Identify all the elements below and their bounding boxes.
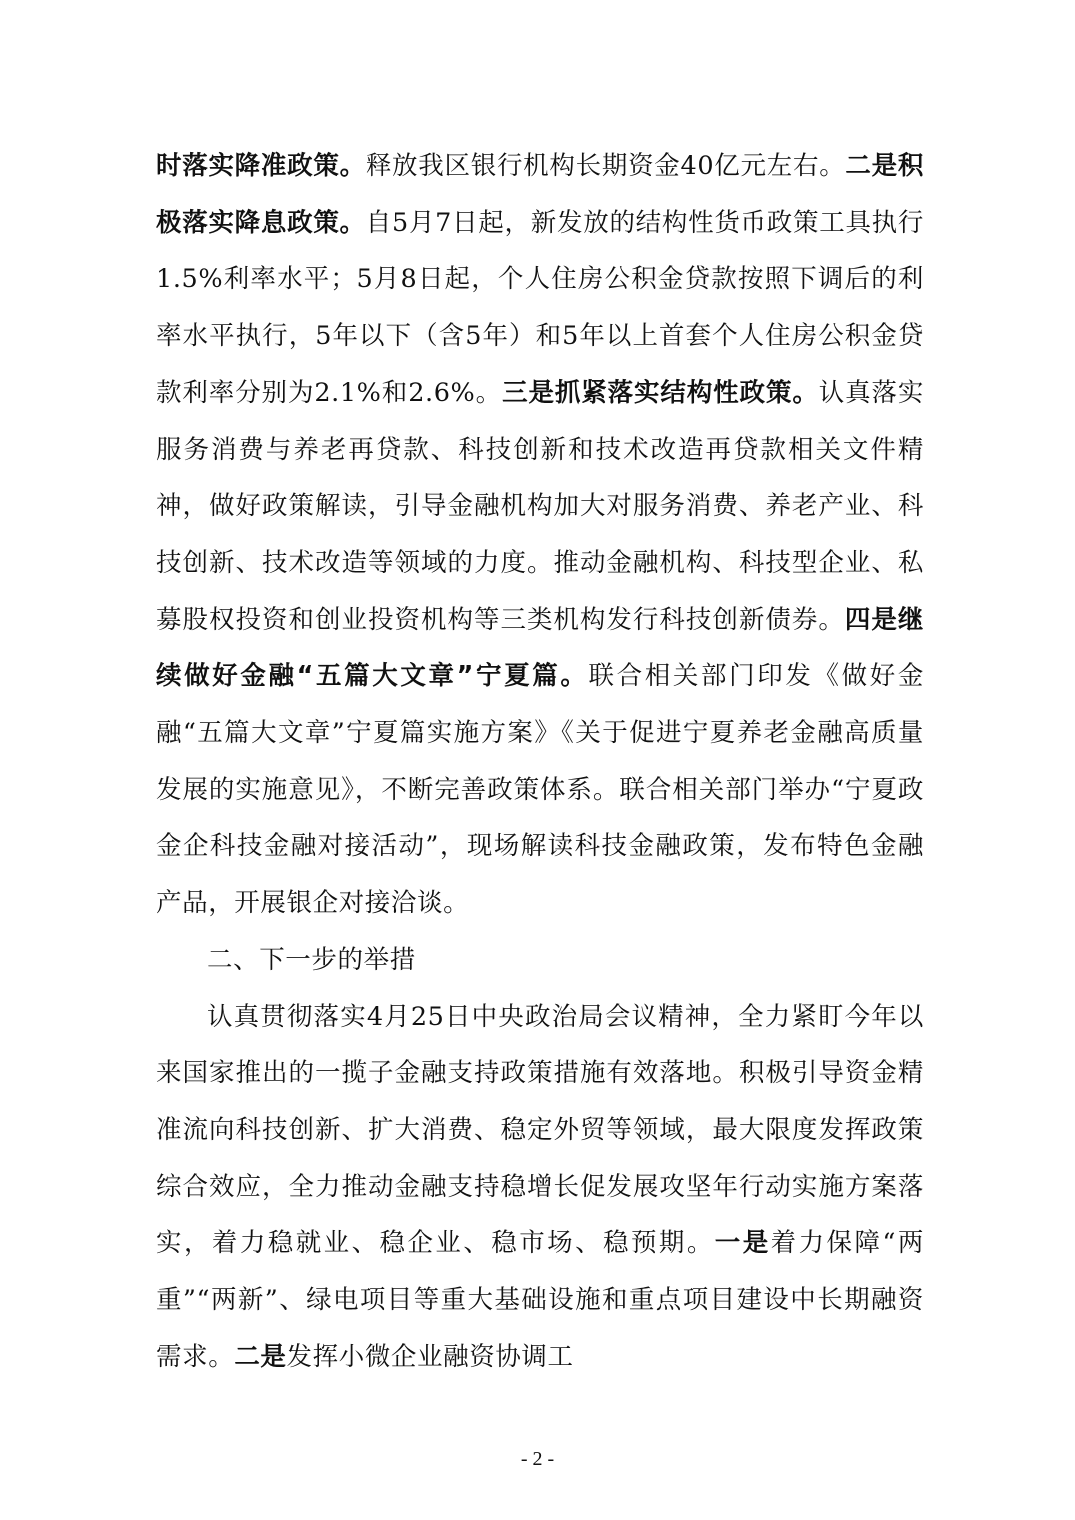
bold-phrase: 三是抓紧落实结构性政策。 bbox=[502, 377, 819, 408]
section-heading: 二、下一步的举措 bbox=[207, 944, 416, 975]
bold-phrase: 一是 bbox=[714, 1228, 771, 1259]
page-number: - 2 - bbox=[520, 1448, 555, 1470]
body-text: 认真贯彻落实4月25日中央政治局会议精神，全力紧盯今年以来国家推出的一揽子金融支持政策措施有效落地。积极引导资金精准流向科技创新、扩大消费、稳定外贸等领域，最大限度发挥政策综合效应，全力推动金融支持稳增长促发展攻坚年行动实施方案落实，着力稳就业、稳企业、稳市场、稳预期。 bbox=[156, 1001, 924, 1259]
paragraph-next-steps bbox=[156, 989, 924, 1386]
body-text: 认真落实服务消费与养老再贷款、科技创新和技术改造再贷款相关文件精神，做好政策解读，引导金融机构加大对服务消费、养老产业、科技创新、技术改造等领域的力度。推动金融机构、科技型企业、私募股权投资和创业投资机构等三类机构发行科技创新债券。 bbox=[156, 377, 925, 635]
document-body bbox=[156, 138, 924, 1385]
paragraph-policy-implementation bbox=[156, 138, 924, 932]
bold-phrase: 二是积极落实降息政策。 bbox=[156, 151, 924, 238]
bold-phrase: 二是 bbox=[234, 1341, 287, 1372]
body-text: 释放我区银行机构长期资金40亿元左右。 bbox=[365, 151, 846, 181]
bold-phrase: 时落实降准政策。 bbox=[156, 151, 366, 181]
bold-phrase: 四是继续做好金融“五篇大文章”宁夏篇。 bbox=[156, 604, 924, 692]
body-text: 自5月7日起，新发放的结构性货币政策工具执行1.5%利率水平；5月8日起，个人住房公积金贷款按照下调后的利率水平执行，5年以下（含5年）和5年以上首套个人住房公积金贷款利率分别为2.1%和2.6%。 bbox=[156, 207, 924, 408]
body-text: 联合相关部门印发《做好金融“五篇大文章”宁夏篇实施方案》《关于促进宁夏养老金融高质量发展的实施意见》，不断完善政策体系。联合相关部门举办“宁夏政金企科技金融对接活动”，现场解读科技金融政策，发布特色金融产品，开展银企对接洽谈。 bbox=[156, 661, 925, 919]
body-text: 发挥小微企业融资协调工 bbox=[286, 1341, 574, 1372]
body-text: 着力保障“两重”“两新”、绿电项目等重大基础设施和重点项目建设中长期融资需求。 bbox=[156, 1228, 925, 1372]
